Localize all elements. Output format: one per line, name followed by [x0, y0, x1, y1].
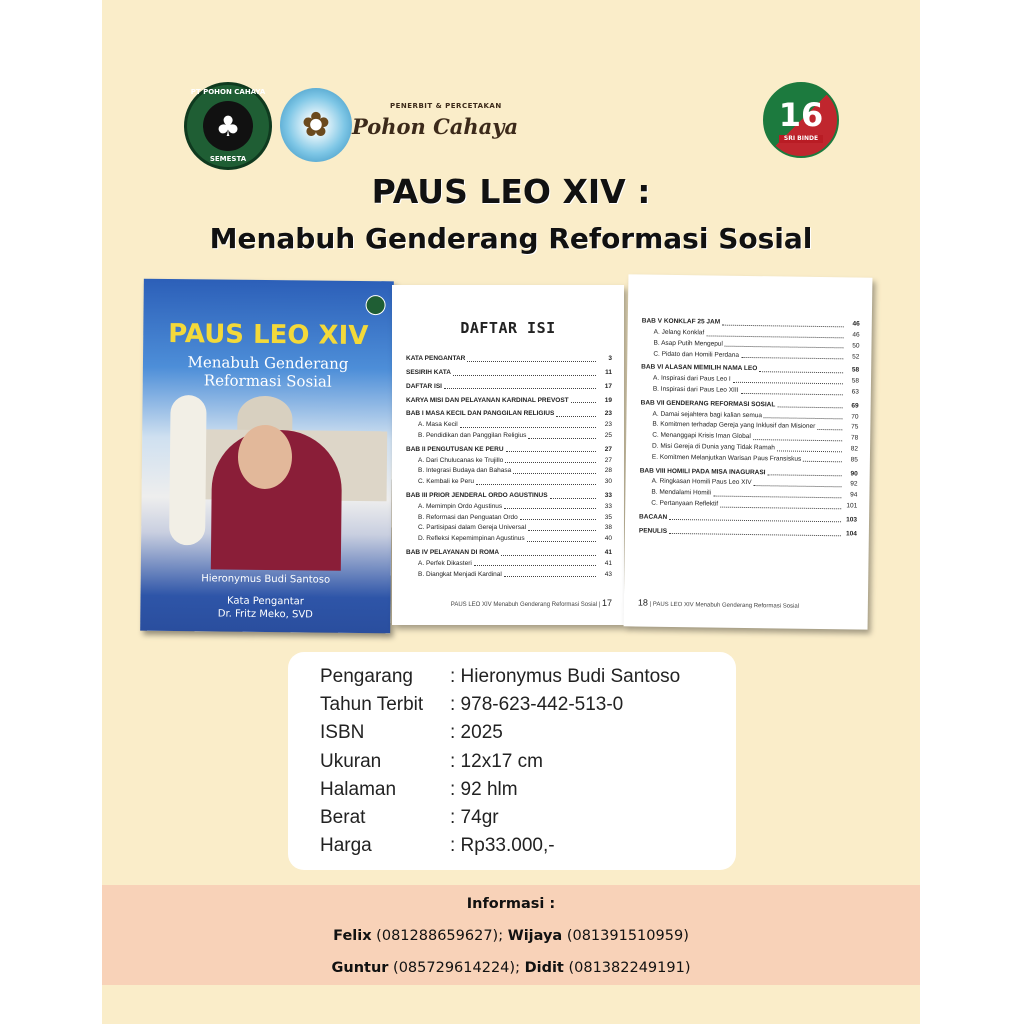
- toc-heading: DAFTAR ISI: [460, 319, 556, 337]
- toc-entry-title: A. Masa Kecil: [418, 421, 458, 429]
- toc-page-left: [392, 285, 624, 625]
- waving-arm: [169, 395, 207, 545]
- detail-row: [320, 722, 503, 744]
- toc-entry-page: 19: [604, 396, 612, 404]
- toc-entry-page: 27: [604, 445, 612, 453]
- detail-value: : 12x17 cm: [450, 750, 543, 772]
- toc-entry-title: BACAAN: [639, 513, 668, 521]
- tree-icon: ♣: [203, 101, 253, 151]
- footer-title: PAUS LEO XIV Menabuh Genderang Reformasi Sosial: [450, 602, 598, 608]
- detail-value: : 92 hlm: [450, 778, 518, 800]
- toc-entry: [406, 454, 612, 465]
- toc-entry: [406, 381, 612, 392]
- toc-entry-title: B. Diangkat Menjadi Kardinal: [418, 570, 502, 578]
- toc-entry-title: D. Misi Gereja di Dunia yang Tidak Ramah: [652, 442, 775, 452]
- toc-entry-title: C. Kembali ke Peru: [418, 478, 474, 486]
- detail-row: [320, 779, 518, 801]
- toc-entry-page: 63: [851, 388, 859, 396]
- toc-entry-page: 90: [850, 470, 858, 478]
- publisher-badge-icon: [365, 295, 385, 315]
- cover-author: Hieronymus Budi Santoso: [201, 573, 331, 586]
- detail-value: : 74gr: [450, 807, 499, 828]
- toc-entry: [406, 394, 612, 405]
- cover-foreword-name: Dr. Fritz Meko, SVD: [217, 608, 313, 621]
- detail-label: ISBN: [320, 722, 365, 744]
- toc-entry-page: 94: [850, 491, 858, 499]
- toc-leader: [803, 461, 842, 463]
- toc-leader: [817, 429, 842, 430]
- toc-leader: [767, 474, 841, 476]
- toc-leader: [571, 402, 596, 403]
- toc-page-right: [624, 274, 873, 629]
- toc-entry-page: 46: [852, 331, 860, 339]
- toc-entry-title: A. Damai sejahtera bagi kalian semua: [652, 410, 763, 419]
- toc-entry-page: 40: [604, 535, 612, 543]
- detail-label: Harga: [320, 835, 372, 857]
- detail-value: : Rp33.000,-: [450, 835, 555, 857]
- toc-entry-title: BAB IV PELAYANAN DI ROMA: [406, 549, 500, 557]
- toc-entry: [406, 408, 612, 419]
- page-number: 18: [637, 597, 648, 608]
- toc-leader: [669, 533, 841, 536]
- toc-entry-title: BAB I MASA KECIL DAN PANGGILAN RELIGIUS: [406, 410, 555, 418]
- toc-entry-page: 23: [604, 410, 612, 418]
- detail-label: Pengarang: [320, 666, 413, 687]
- toc-entry-title: SESIRIH KATA: [406, 369, 451, 377]
- toc-leader: [527, 541, 596, 542]
- toc-entry-title: C. Partisipasi dalam Gereja Universal: [418, 524, 527, 532]
- toc-entry-title: BAB VIII HOMILI PADA MISA INAGURASI: [639, 467, 766, 476]
- anniversary-ribbon: SRI BINDE: [779, 135, 823, 143]
- toc-entry-title: C. Menanggapi Krisis Iman Global: [652, 431, 751, 441]
- toc-list: [625, 315, 872, 539]
- contact-name: Didit: [524, 960, 564, 976]
- toc-entry-page: 33: [604, 492, 612, 500]
- toc-entry: [406, 533, 612, 544]
- page-number: 17: [601, 598, 612, 608]
- toc-entry-title: A. Perfek Dikasteri: [418, 559, 472, 567]
- page-title: PAUS LEO XIV :: [371, 172, 651, 211]
- toc-entry-page: 101: [846, 502, 858, 510]
- toc-entry-page: 43: [604, 570, 612, 578]
- toc-entry-title: DAFTAR ISI: [406, 382, 442, 390]
- book-cover: [140, 279, 394, 634]
- toc-leader: [733, 382, 843, 385]
- toc-entry: [406, 547, 612, 558]
- page-footer: PAUS LEO XIV Menabuh Genderang Reformasi Sosial | 17: [450, 598, 612, 608]
- toc-leader: [759, 371, 843, 373]
- toc-entry-title: D. Refleksi Kepemimpinan Agustinus: [418, 535, 525, 543]
- toc-entry: [639, 525, 857, 539]
- toc-entry-title: B. Mendalami Homili: [651, 488, 712, 497]
- toc-entry: [641, 383, 859, 397]
- toc-entry-page: 38: [604, 524, 612, 532]
- toc-entry-page: 70: [851, 413, 859, 421]
- pt-pohon-cahaya-logo: [184, 82, 272, 170]
- logo-text: PT POHON CAHAYA: [190, 88, 266, 96]
- toc-entry: [406, 444, 612, 455]
- toc-entry-page: 3: [608, 355, 612, 363]
- page-subtitle: Menabuh Genderang Reformasi Sosial: [209, 222, 813, 255]
- toc-entry: [406, 522, 612, 533]
- logo-text: SEMESTA: [209, 155, 247, 163]
- toc-entry-page: 41: [604, 559, 612, 567]
- toc-entry-title: B. Asap Putih Mengepul: [653, 339, 723, 348]
- toc-entry-page: 82: [850, 445, 859, 453]
- cover-subtitle-line: Reformasi Sosial: [203, 371, 332, 391]
- toc-entry-title: BAB V KONKLAF 25 JAM: [641, 317, 721, 326]
- book-details-card: [288, 652, 736, 870]
- toc-entry-title: B. Pendidikan dan Panggilan Religius: [418, 432, 527, 440]
- contact-name: Wijaya: [507, 928, 563, 944]
- toc-leader: [720, 506, 841, 509]
- toc-entry-title: B. Reformasi dan Penguatan Ordo: [418, 513, 518, 521]
- detail-row: [320, 835, 555, 857]
- contact-name: Felix: [333, 928, 372, 944]
- cover-title: PAUS LEO XIV: [168, 318, 369, 352]
- toc-leader: [474, 565, 596, 566]
- toc-leader: [528, 438, 596, 439]
- toc-entry-page: 23: [604, 421, 612, 429]
- toc-entry-page: 52: [852, 353, 860, 361]
- toc-entry-page: 69: [851, 402, 859, 410]
- toc-entry-title: KARYA MISI DAN PELAYANAN KARDINAL PREVOST: [406, 396, 569, 404]
- toc-entry-title: A. Jelang Konklaf: [653, 328, 705, 337]
- toc-entry: [406, 490, 612, 501]
- toc-leader: [504, 508, 596, 509]
- cover-subtitle: [143, 353, 393, 392]
- detail-label: Ukuran: [320, 750, 382, 772]
- detail-value: : Hieronymus Budi Santoso: [450, 666, 681, 687]
- toc-entry-title: C. Pidato dan Homili Perdana: [653, 350, 740, 359]
- toc-leader: [669, 519, 841, 522]
- page-footer: 18 | PAUS LEO XIV Menabuh Genderang Reformasi Sosial: [637, 597, 800, 610]
- detail-label: Halaman: [320, 778, 397, 800]
- toc-entry-page: 27: [604, 456, 612, 464]
- toc-entry-title: A. Inspirasi dari Paus Leo I: [652, 374, 731, 384]
- toc-leader: [506, 451, 596, 452]
- toc-entry-page: 46: [852, 320, 860, 328]
- footer-title: PAUS LEO XIV Menabuh Genderang Reformasi Sosial: [652, 601, 800, 610]
- toc-entry-page: 78: [850, 434, 859, 442]
- toc-entry: [406, 419, 612, 430]
- toc-entry-title: KATA PENGANTAR: [406, 355, 466, 363]
- toc-entry: [406, 430, 612, 441]
- toc-entry-page: 58: [851, 377, 860, 385]
- toc-entry-page: 104: [845, 530, 857, 538]
- contact-band: [102, 885, 920, 985]
- toc-entry-title: PENULIS: [638, 527, 668, 535]
- toc-entry-page: 17: [604, 382, 612, 390]
- detail-row: [320, 666, 680, 688]
- toc-entry: [641, 348, 859, 362]
- toc-leader: [740, 392, 842, 394]
- contact-phone: (081391510959): [562, 928, 689, 944]
- toc-entry-page: 28: [604, 467, 612, 475]
- toc-entry-title: BAB VII GENDERANG REFORMASI SOSIAL: [640, 399, 776, 409]
- toc-entry-page: 25: [604, 432, 612, 440]
- cover-foreword-label: Kata Pengantar: [226, 595, 304, 608]
- publisher-name: Pohon Cahaya: [352, 114, 519, 139]
- toc-entry-page: 103: [846, 516, 858, 524]
- toc-entry-title: B. Komitmen terhadap Gereja yang Inklusif dan Misioner: [652, 421, 816, 431]
- toc-list: [392, 353, 624, 579]
- tree-emblem-logo: ✿: [280, 88, 352, 162]
- publisher-tagline: PENERBIT & PERCETAKAN: [390, 102, 502, 110]
- contact-name: Guntur: [331, 960, 389, 976]
- toc-leader: [476, 484, 596, 485]
- detail-label: Berat: [320, 807, 366, 828]
- toc-leader: [520, 519, 596, 520]
- toc-leader: [501, 555, 596, 556]
- toc-leader: [505, 462, 596, 463]
- toc-entry: [406, 568, 612, 579]
- toc-leader: [504, 576, 596, 577]
- detail-label: Tahun Terbit: [320, 694, 424, 716]
- detail-row: [320, 751, 543, 773]
- toc-entry-page: 30: [604, 478, 612, 486]
- contact-phone: (085729614224);: [388, 960, 525, 976]
- toc-entry: [406, 501, 612, 512]
- toc-leader: [753, 439, 842, 441]
- toc-entry-page: 33: [604, 502, 612, 510]
- toc-leader: [444, 388, 596, 389]
- toc-entry-title: B. Inspirasi dari Paus Leo XIII: [652, 385, 739, 394]
- detail-value: : 978-623-442-513-0: [450, 694, 624, 716]
- toc-leader: [741, 357, 843, 359]
- detail-value: : 2025: [450, 722, 503, 744]
- toc-leader: [754, 485, 842, 487]
- toc-entry: [639, 497, 857, 511]
- toc-entry-page: 41: [604, 549, 612, 557]
- toc-leader: [556, 416, 596, 417]
- toc-leader: [764, 417, 843, 419]
- toc-leader: [467, 361, 596, 362]
- toc-entry-page: 58: [851, 366, 860, 375]
- toc-entry-title: BAB VI ALASAN MEMILIH NAMA LEO: [641, 363, 758, 373]
- toc-entry: [406, 558, 612, 569]
- toc-entry: [639, 511, 857, 525]
- toc-leader: [550, 498, 596, 499]
- toc-entry-page: 35: [604, 513, 612, 521]
- toc-entry: [406, 367, 612, 378]
- toc-entry: [406, 511, 612, 522]
- toc-entry-title: BAB III PRIOR JENDERAL ORDO AGUSTINUS: [406, 492, 548, 500]
- anniversary-logo: [763, 82, 839, 158]
- cover-subtitle-line: Menabuh Genderang: [187, 353, 349, 373]
- contact-phone: (081288659627);: [371, 928, 508, 944]
- toc-entry-title: A. Dari Chulucanas ke Trujillo: [418, 456, 504, 464]
- toc-entry: [640, 451, 858, 465]
- toc-entry: [406, 476, 612, 487]
- toc-entry-page: 75: [851, 423, 859, 432]
- contact-line: [102, 959, 920, 977]
- contact-heading: Informasi :: [466, 896, 556, 912]
- toc-entry-title: B. Integrasi Budaya dan Bahasa: [418, 467, 512, 475]
- toc-entry-page: 92: [850, 480, 858, 488]
- toc-entry-title: BAB II PENGUTUSAN KE PERU: [406, 445, 504, 453]
- contact-line: [102, 927, 920, 945]
- toc-leader: [777, 407, 842, 409]
- toc-entry-title: E. Komitmen Melanjutkan Warisan Paus Fransiskus: [651, 453, 802, 463]
- toc-leader: [513, 473, 596, 474]
- publisher-logo: [352, 102, 519, 148]
- toc-leader: [460, 427, 596, 428]
- toc-entry-title: A. Ringkasan Homili Paus Leo XIV: [651, 478, 752, 487]
- detail-row: [320, 694, 623, 716]
- toc-entry: [406, 353, 612, 364]
- contact-phone: (081382249191): [563, 960, 691, 976]
- toc-leader: [453, 375, 596, 376]
- toc-entry-page: 50: [852, 342, 860, 350]
- toc-entry-title: C. Pertanyaan Reflektif: [651, 499, 719, 508]
- toc-entry-page: 85: [850, 456, 858, 464]
- anniversary-number: 16: [778, 96, 824, 134]
- toc-entry-page: 11: [605, 369, 612, 377]
- toc-entry: [406, 465, 612, 476]
- detail-row: [320, 807, 499, 829]
- toc-entry-title: A. Memimpin Ordo Agustinus: [418, 502, 503, 510]
- toc-leader: [528, 530, 596, 531]
- toc-leader: [777, 450, 842, 452]
